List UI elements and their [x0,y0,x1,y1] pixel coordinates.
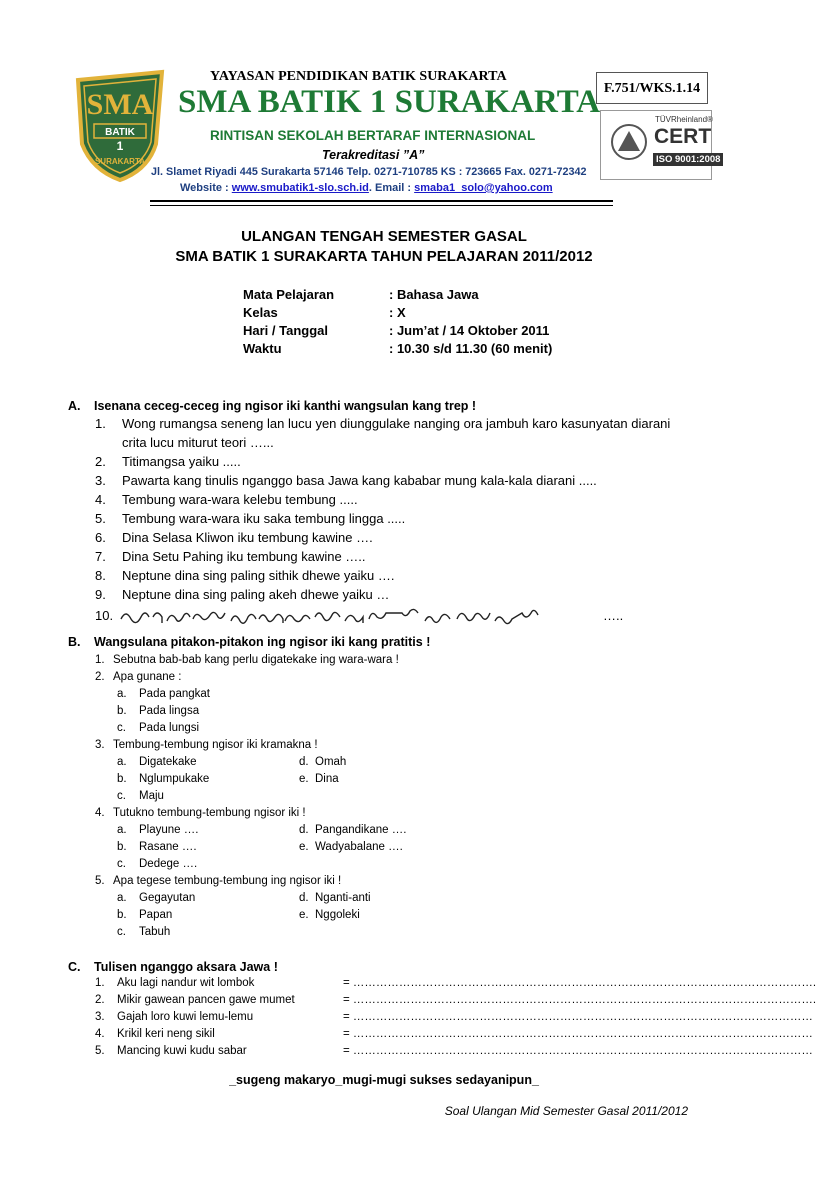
school-contact [180,182,553,194]
section-title: Isenana ceceg-ceceg ing ngisor iki kanthi wangsulan kang trep ! [94,399,477,413]
iso-cert-badge [600,110,721,180]
option-text: Gegayutan [139,892,196,904]
info-value: : Jum’at / 14 Oktober 2011 [389,323,550,338]
question-number: 5. [95,875,105,887]
item-number: 2. [95,994,105,1006]
item-number: 3. [95,473,106,488]
section-title: Tulisen nganggo aksara Jawa ! [94,960,278,974]
option-text: Digatekake [139,756,197,768]
school-name: SMA BATIK 1 SURAKARTA [178,84,601,120]
question-row [95,652,655,669]
item-text: Krikil keri neng sikil [117,1028,215,1040]
option-letter: a. [117,756,127,768]
item-text: Aku lagi nandur wit lombok [117,977,255,989]
item-number: 6. [95,530,106,545]
logo-number-text: 1 [116,139,124,153]
option-letter: c. [117,722,126,734]
question-text: Apa tegese tembung-tembung ing ngisor iki ! [113,875,342,887]
section-b-list [95,652,655,941]
question-number: 2. [95,671,105,683]
option-letter: d. [299,756,309,768]
option-row [95,924,655,941]
option-letter: b. [117,773,127,785]
option-text: Papan [139,909,173,921]
form-code-box [596,72,708,104]
website-label: Website : [180,182,232,194]
section-letter: A. [68,399,81,413]
option-letter: c. [117,790,126,802]
option-text: Omah [315,756,347,768]
option-letter: c. [117,926,126,938]
info-value: : X [389,305,406,320]
option-letter: e. [299,773,309,785]
item-text: Mancing kuwi kudu sabar [117,1045,247,1057]
item-text: Tembung wara-wara iku saka tembung lingga ..... [122,511,406,526]
option-text: Wadyabalane …. [315,841,403,853]
answer-blank: = ………………………………………………………………………………………………………… [343,1045,813,1057]
item-number: 5. [95,1045,105,1057]
iso-label: ISO 9001:2008 [653,153,723,166]
list-item-javanese [95,605,715,627]
info-row-subject [243,286,603,304]
option-row [95,788,655,805]
question-row [95,737,655,754]
option-text: Playune …. [139,824,199,836]
item-number: 1. [95,416,106,431]
list-item [95,472,715,491]
option-letter: a. [117,892,127,904]
item-number [95,434,122,453]
exam-subtitle: SMA BATIK 1 SURAKARTA TAHUN PELAJARAN 2011/2012 [175,248,593,265]
option-row [95,703,655,720]
email-link[interactable]: smaba1_solo@yahoo.com [414,182,553,194]
tuv-triangle-icon [609,123,649,166]
item-text: Neptune dina sing paling akeh dhewe yaiku … [122,587,390,602]
option-row [95,907,655,924]
page-footer: Soal Ulangan Mid Semester Gasal 2011/2012 [444,1104,688,1118]
info-label: Kelas [243,305,278,320]
item-text: Neptune dina sing paling sithik dhewe yaiku …. [122,568,395,583]
question-number: 3. [95,739,105,751]
option-row [95,890,655,907]
item-text: Tembung wara-wara kelebu tembung ..... [122,492,358,507]
option-row [95,686,655,703]
item-number: 8. [95,568,106,583]
section-c-heading [68,959,278,976]
section-a-heading [68,398,476,415]
answer-blank: = ………………………………………………………………………………………………………… [343,1028,813,1040]
form-code: F.751/WKS.1.14 [603,81,701,96]
item-number: 1. [95,977,105,989]
section-title: Wangsulana pitakon-pitakon ing ngisor iki kang pratitis ! [94,635,431,649]
option-text: Tabuh [139,926,171,938]
option-letter: a. [117,824,127,836]
exam-title: ULANGAN TENGAH SEMESTER GASAL [241,228,527,245]
list-item [95,548,715,567]
item-number: 4. [95,1028,105,1040]
school-address: Jl. Slamet Riyadi 445 Surakarta 57146 Telp. 0271-710785 KS : 723665 Fax. 0271-72342 [151,166,587,178]
option-letter: b. [117,705,127,717]
javanese-script-image [119,605,579,627]
option-text: Dedege …. [139,858,198,870]
item-text: crita lucu miturut teori …... [122,435,274,450]
option-row [95,839,655,856]
option-letter: d. [299,824,309,836]
question-text: Sebutna bab-bab kang perlu digatekake ing wara-wara ! [113,654,399,666]
option-letter: b. [117,841,127,853]
answer-blank: = ………………………………………………………………………………………………………… [343,1011,813,1023]
list-item [95,491,715,510]
item-text: Dina Setu Pahing iku tembung kawine ….. [122,549,366,564]
list-item [95,415,715,434]
info-label: Hari / Tanggal [243,323,328,338]
info-row-time [243,340,603,358]
item-text: Wong rumangsa seneng lan lucu yen diunggulake nanging ora jambuh karo kasunyatan diarani [122,416,671,431]
item-text: Titimangsa yaiku ..... [122,454,241,469]
list-item [95,434,715,453]
question-row [95,873,655,890]
option-text: Pangandikane …. [315,824,407,836]
section-letter: C. [68,960,81,974]
header-divider-thin [150,205,613,206]
cert-label: CERT [654,125,712,148]
option-text: Nglumpukake [139,773,210,785]
item-number: 2. [95,454,106,469]
option-row [95,822,655,839]
option-text: Rasane …. [139,841,197,853]
item-text: Mikir gawean pancen gawe mumet [117,994,295,1006]
item-blank: ….. [603,608,624,623]
closing-message: _sugeng makaryo_mugi-mugi sukses sedayanipun_ [229,1073,539,1087]
option-text: Nganti-anti [315,892,371,904]
item-number: 10. [95,608,114,623]
section-b-heading [68,634,430,651]
list-item [95,1043,813,1060]
answer-blank: = …………………………………………………………………………………………………………. [343,977,816,989]
info-row-date [243,322,603,340]
question-row [95,805,655,822]
list-item [95,1009,813,1026]
accreditation: Terakreditasi ”A” [322,148,425,162]
list-item [95,529,715,548]
logo-city-text: SURAKARTA [94,157,146,166]
question-number: 4. [95,807,105,819]
logo-batik-text: BATIK [105,127,135,138]
question-text: Tembung-tembung ngisor iki kramakna ! [113,739,318,751]
question-text: Apa gunane : [113,671,182,683]
option-letter: e. [299,909,309,921]
option-text: Pada pangkat [139,688,210,700]
info-label: Mata Pelajaran [243,287,335,302]
option-letter: d. [299,892,309,904]
logo-main-text: SMA [86,88,154,121]
option-row [95,771,655,788]
option-row [95,856,655,873]
list-item [95,975,816,992]
answer-blank: = …………………………………………………………………………………………………………. [343,994,816,1006]
question-row [95,669,655,686]
item-number: 5. [95,511,106,526]
option-text: Nggoleki [315,909,360,921]
tuv-label: TÜVRheinland® [655,115,713,124]
email-label: . Email : [368,182,415,194]
list-item [95,586,715,605]
option-row [95,720,655,737]
item-number: 7. [95,549,106,564]
website-link[interactable]: www.smubatik1-slo.sch.id [231,182,369,194]
option-text: Dina [315,773,339,785]
option-letter: c. [117,858,126,870]
info-row-class [243,304,603,322]
option-text: Pada lungsi [139,722,200,734]
section-letter: B. [68,635,81,649]
list-item [95,453,715,472]
option-row [95,754,655,771]
item-number: 9. [95,587,106,602]
question-number: 1. [95,654,105,666]
info-label: Waktu [243,341,282,356]
item-text: Pawarta kang tinulis nganggo basa Jawa kang kababar mung kala-kala diarani ..... [122,473,597,488]
list-item [95,1026,813,1043]
question-text: Tutukno tembung-tembung ngisor iki ! [113,807,306,819]
option-text: Maju [139,790,164,802]
item-number: 4. [95,492,106,507]
foundation-name: YAYASAN PENDIDIKAN BATIK SURAKARTA [210,69,507,84]
option-letter: b. [117,909,127,921]
option-letter: e. [299,841,309,853]
section-c-list [95,975,816,1060]
item-text: Gajah loro kuwi lemu-lemu [117,1011,254,1023]
school-program: RINTISAN SEKOLAH BERTARAF INTERNASIONAL [210,128,536,143]
exam-info [243,286,603,358]
option-text: Pada lingsa [139,705,200,717]
info-value: : 10.30 s/d 11.30 (60 menit) [389,341,553,356]
option-letter: a. [117,688,127,700]
list-item [95,992,816,1009]
list-item [95,567,715,586]
info-value: : Bahasa Jawa [389,287,479,302]
section-a-list [95,415,715,627]
header-divider [150,200,613,202]
list-item [95,510,715,529]
item-text: Dina Selasa Kliwon iku tembung kawine …. [122,530,373,545]
item-number: 3. [95,1011,105,1023]
